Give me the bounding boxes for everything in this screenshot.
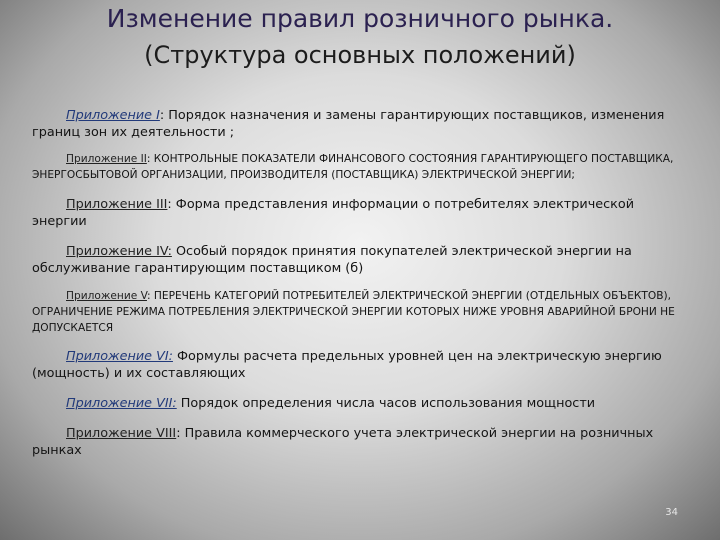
slide-title (0, 2, 720, 72)
page-number: 34 (665, 507, 678, 518)
appendix-text: Особый порядок принятия покупателей электрической энергии на обслуживание гарантирующим поставщиком (б) (32, 243, 632, 276)
title-line-1: Изменение правил розничного рынка. (106, 4, 614, 33)
appendix-separator: : (176, 425, 181, 441)
appendix-item-2 (32, 151, 690, 183)
appendix-label: Приложение I (66, 107, 160, 123)
appendix-text: ПЕРЕЧЕНЬ КАТЕГОРИЙ ПОТРЕБИТЕЛЕЙ ЭЛЕКТРИЧЕСКОЙ ЭНЕРГИИ (ОТДЕЛЬНЫХ ОБЪЕКТОВ), ОГРАНИЧЕНИЕ РЕЖИМА ПОТРЕБЛЕНИЯ ЭЛЕКТРИЧЕСКОЙ ЭНЕРГИИ КОТОРЫХ НИЖЕ УРОВНЯ АВАРИЙНОЙ БРОНИ НЕ ДОПУСКАЕТСЯ (32, 289, 675, 334)
appendix-item-7 (32, 395, 690, 412)
appendix-text: Правила коммерческого учета электрической энергии на розничных рынках (32, 425, 654, 458)
appendix-list (32, 94, 690, 466)
appendix-label: Приложение VII: (66, 396, 177, 412)
appendix-separator: : (146, 289, 151, 302)
appendix-label: Приложение V (66, 289, 147, 302)
appendix-label: Приложение VI: (66, 349, 173, 365)
appendix-item-1 (32, 107, 690, 141)
appendix-text: Порядок определения числа часов использования мощности (176, 396, 596, 412)
appendix-text: КОНТРОЛЬНЫЕ ПОКАЗАТЕЛИ ФИНАНСОВОГО СОСТОЯНИЯ ГАРАНТИРУЮЩЕГО ПОСТАВЩИКА, ЭНЕРГОСБЫТОВОЙ ОРГАНИЗАЦИИ, ПРОИЗВОДИТЕЛЯ (ПОСТАВЩИКА) ЭЛЕКТРИЧЕСКОЙ ЭНЕРГИИ; (32, 153, 674, 182)
appendix-item-4 (32, 243, 690, 277)
appendix-item-8 (32, 425, 690, 459)
appendix-text: Порядок назначения и замены гарантирующих поставщиков, изменения границ зон их деятельности ; (32, 107, 665, 140)
appendix-text: Форма представления информации о потребителях электрической энергии (32, 197, 635, 230)
title-line-2: (Структура основных положений) (144, 41, 576, 69)
appendix-item-5 (32, 288, 690, 336)
appendix-label: Приложение II (66, 153, 147, 166)
appendix-item-6 (32, 348, 690, 382)
appendix-label: Приложение VIII (66, 425, 177, 441)
appendix-separator: : (146, 153, 151, 166)
appendix-separator: : (159, 107, 165, 123)
appendix-text: Формулы расчета предельных уровней цен на электрическую энергию (мощность) и их составляющих (32, 349, 662, 382)
appendix-label: Приложение III (66, 197, 168, 213)
appendix-item-3 (32, 196, 690, 230)
appendix-separator: : (167, 197, 172, 213)
appendix-label: Приложение IV: (66, 243, 172, 259)
